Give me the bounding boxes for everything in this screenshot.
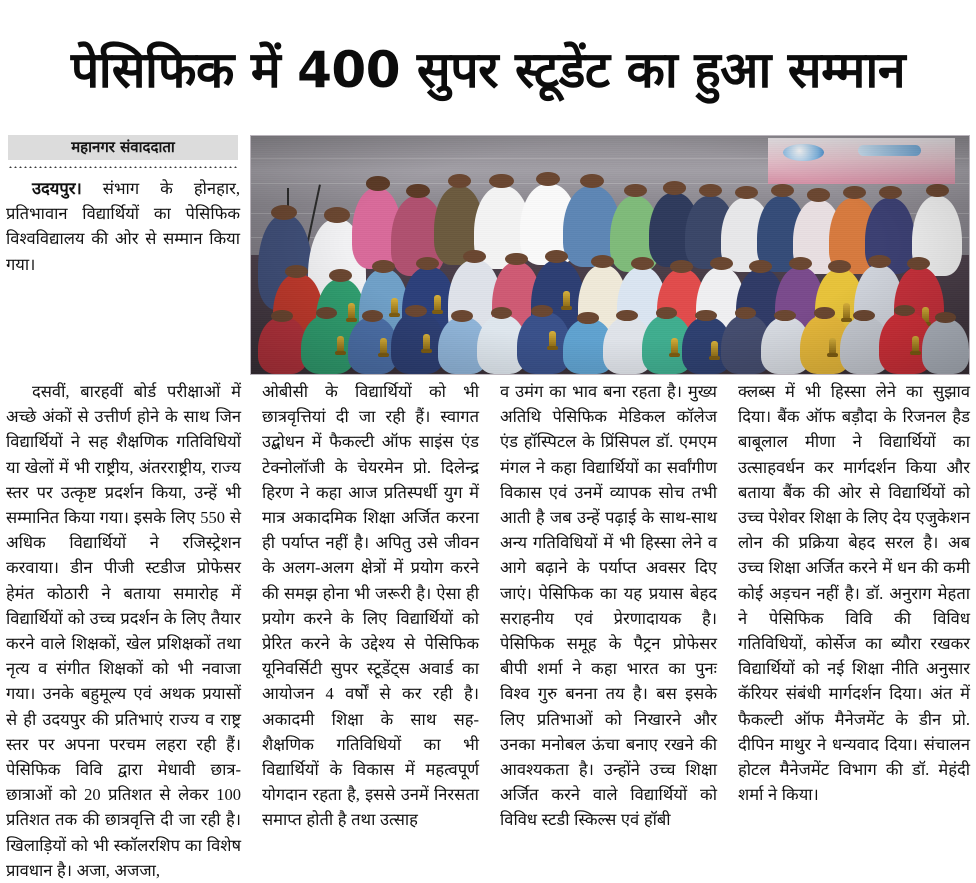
page-title: पेसिफिक में 400 सुपर स्टूडेंट का हुआ सम्मान	[70, 40, 906, 99]
body-column-4	[726, 379, 970, 807]
lead-column	[6, 135, 250, 277]
paragraph: क्लब्स में भी हिस्सा लेने का सुझाव दिया। बैंक ऑफ बड़ौदा के रिजनल हैड बाबूलाल मीणा ने विद्यार्थियों का उत्साहवर्धन कर मार्गदर्शन किया और बताया बैंक की ओर से विद्यार्थियों को उच्च पेशेवर शिक्षा के लिए देय एजुकेशन लोन की प्रक्रिया बेहद सरल है। अब उच्च शिक्षा अर्जित करने में धन की कमी कोई अड़चन नहीं है। डॉ. अनुराग मेहता ने पेसिफिक विवि की विविध गतिविधियों, कोर्सेज का ब्यौरा रखकर विद्यार्थियों को नई शिक्षा नीति अनुसार कॅरियर संबंधी मार्गदर्शन दिया। अंत में फैकल्टी ऑफ मैनेजमेंट के डीन प्रो. दीपिन माथुर ने धन्यवाद दिया। संचालन होटल मैनेजमेंट विभाग की डॉ. मेहंदी शर्मा ने किया।	[738, 382, 970, 805]
article-photo-wrap	[250, 135, 970, 375]
body-column-3	[488, 379, 726, 833]
photo-scene	[251, 136, 969, 374]
article-top-area	[6, 135, 970, 375]
paragraph: व उमंग का भाव बना रहता है। मुख्य अतिथि पेसिफिक मेडिकल कॉलेज एंड हॉस्पिटल के प्रिंसिपल डॉ. एमएम मंगल ने कहा विद्यार्थियों का सर्वांगीण विकास एवं उनमें व्यापक सोच तभी आती है जब उन्हें पढ़ाई के साथ-साथ अन्य गतिविधियों में भी हिस्सा लेने व आगे बढ़ाने के पर्याप्त अवसर दिए जाएं। पेसिफिक का यह प्रयास बेहद सराहनीय एवं प्रेरणादायक है। पेसिफिक समूह के पैट्रन प्रोफेसर बीपी शर्मा ने कहा भारत का पुनः विश्व गुरु बनना तय है। बस इसके लिए प्रतिभाओं को निखारने और उनका मनोबल ऊंचा बनाए रखने की आवश्यकता है। उन्होंने उच्च शिक्षा अर्जित करने वाले विद्यार्थियों को विविध स्टडी स्किल्स एवं हॉबी	[500, 382, 717, 830]
body-column-1	[6, 379, 250, 883]
article-body-columns	[6, 379, 970, 883]
dateline: उदयपुर।	[32, 179, 82, 198]
paragraph: ओबीसी के विद्यार्थियों को भी छात्रवृत्तियां दी जा रही हैं। स्वागत उद्बोधन में फैकल्टी ऑफ साइंस एंड टेक्नोलॉजी के चेयरमेन प्रो. दिलेन्द्र हिरण ने कहा आज प्रतिस्पर्धी युग में मात्र अकादमिक शिक्षा अर्जित करना ही पर्याप्त नहीं है। अपितु उसे जीवन के अलग-अलग क्षेत्रों में प्रयोग करने की समझ होना भी जरूरी है। ऐसा ही प्रयोग करने के लिए विद्यार्थियों को प्रेरित करने के उद्देश्य से पेसिफिक यूनिवर्सिटी सुपर स्टूडेंट्स अवार्ड का आयोजन 4 वर्षों से कर रही है। अकादमी शिक्षा के साथ सह-शैक्षणिक गतिविधियों का भी विद्यार्थियों के विकास में महत्वपूर्ण योगदान रहता है, इससे उनमें निरसता समाप्त होती है तथा उत्साह	[262, 382, 479, 830]
byline-dotted-rule	[8, 165, 238, 168]
paragraph: दसवीं, बारहवीं बोर्ड परीक्षाओं में अच्छे अंकों से उत्तीर्ण होने के साथ जिन विद्यार्थियों ने सह शैक्षणिक गतिविधियों या खेलों में भी राष्ट्रीय, अंतरराष्ट्रीय, राज्य स्तर पर उत्कृष्ट प्रदर्शन किया, उन्हें भी सम्मानित किया गया। इसके लिए 550 से अधिक विद्यार्थियों ने रजिस्ट्रेशन करवाया। डीन पीजी स्टडीज प्रोफेसर हेमंत कोठारी ने बताया समारोह में विद्यार्थियों को उच्च प्रदर्शन के लिए तैयार करने वाले शिक्षकों, खेल प्रशिक्षकों तथा नृत्य व संगीत शिक्षकों को भी नवाजा गया। उनके बहुमूल्य एवं अथक प्रयासों से ही उदयपुर की प्रतिभाएं राज्य व राष्ट्र स्तर पर अपना परचम लहरा रही हैं। पेसिफिक विवि द्वारा मेधावी छात्र-छात्राओं को 20 प्रतिशत से लेकर 100 प्रतिशत तक की छात्रवृत्ति दी जा रही है। खिलाड़ियों को भी स्कॉलरशिप का विशेष प्रावधान है। अजा, अजजा,	[6, 382, 241, 880]
byline: महानगर संवाददाता	[8, 135, 238, 160]
banner-logo-icon	[783, 144, 824, 161]
lead-paragraph	[6, 176, 240, 277]
lead-paragraph-text: संभाग के होनहार, प्रतिभावान विद्यार्थियों का पेसिफिक विश्वविद्यालय की ओर से सम्मान किया गया।	[6, 179, 240, 274]
group-photo	[250, 135, 970, 375]
banner-wordmark-icon	[858, 145, 921, 157]
newspaper-article-page	[0, 34, 976, 880]
photo-banner	[768, 138, 955, 183]
body-column-2	[250, 379, 488, 833]
